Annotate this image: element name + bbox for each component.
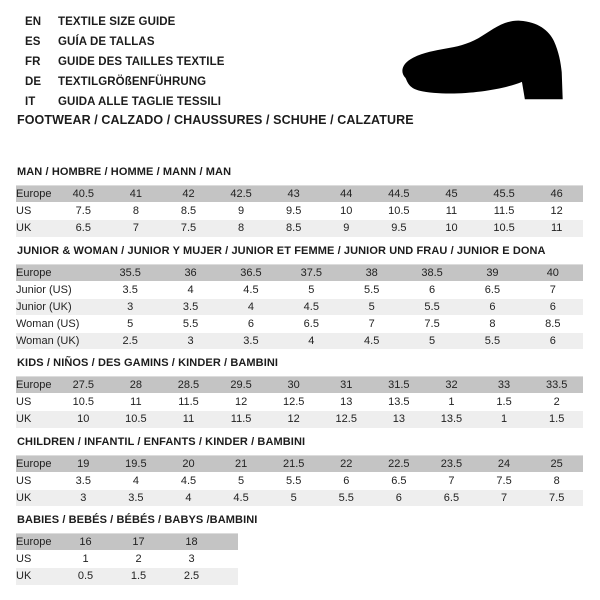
- size-cell: 3.5: [160, 298, 220, 315]
- size-cell: 45: [425, 186, 478, 203]
- size-cell: 7.5: [162, 220, 215, 237]
- size-cell: 36: [160, 264, 220, 281]
- size-cell: 5: [215, 472, 268, 489]
- size-cell: 10: [425, 220, 478, 237]
- size-cell: 5.5: [160, 315, 220, 332]
- size-table: [16, 455, 583, 507]
- size-cell: 4: [110, 472, 163, 489]
- size-cell: 11.5: [162, 394, 215, 411]
- table-row: [16, 220, 583, 237]
- size-cell: 6.5: [281, 315, 341, 332]
- size-cell: 1.5: [478, 394, 531, 411]
- size-cell: 6: [320, 472, 373, 489]
- size-cell: 8: [215, 220, 268, 237]
- size-cell: 7.5: [402, 315, 462, 332]
- size-cell: 28.5: [162, 377, 215, 394]
- table-title: MAN / HOMBRE / HOMME / MANN / MAN: [17, 166, 232, 178]
- table-body: [16, 377, 583, 428]
- size-cell: 11: [162, 411, 215, 428]
- size-cell: 7: [425, 472, 478, 489]
- size-cell: 39: [462, 264, 522, 281]
- size-cell: 13: [373, 411, 426, 428]
- table-row: [16, 315, 583, 332]
- table-body: [16, 186, 583, 237]
- table-row: [16, 281, 583, 298]
- size-cell: 2.5: [165, 568, 218, 585]
- size-cell: 43: [267, 186, 320, 203]
- category-line: FOOTWEAR / CALZADO / CHAUSSURES / SCHUHE / CALZATURE: [17, 113, 414, 127]
- size-cell: 22.5: [373, 455, 426, 472]
- size-cell: 8.5: [267, 220, 320, 237]
- row-label-cell: Europe: [16, 455, 57, 472]
- row-label-cell: Woman (US): [16, 315, 100, 332]
- size-cell: 37.5: [281, 264, 341, 281]
- size-cell: 4.5: [162, 472, 215, 489]
- size-cell: 19: [57, 455, 110, 472]
- size-cell: 30: [267, 377, 320, 394]
- table-row: [16, 534, 238, 551]
- size-cell: 0.5: [59, 568, 112, 585]
- size-cell: 32: [425, 377, 478, 394]
- size-cell: 28: [110, 377, 163, 394]
- size-cell: 6.5: [462, 281, 522, 298]
- size-cell: 2: [112, 551, 165, 568]
- row-label-cell: UK: [16, 220, 57, 237]
- size-cell: 20: [162, 455, 215, 472]
- dress-shoe-icon: [394, 12, 582, 109]
- size-cell: 13: [320, 394, 373, 411]
- size-cell: 6: [221, 315, 281, 332]
- row-label-cell: Junior (US): [16, 281, 100, 298]
- size-cell: 7: [523, 281, 583, 298]
- size-cell: 4: [160, 281, 220, 298]
- language-code: ES: [25, 36, 41, 48]
- size-cell: 2: [530, 394, 583, 411]
- size-cell: 12.5: [267, 394, 320, 411]
- size-cell: 7: [110, 220, 163, 237]
- size-cell: 36.5: [221, 264, 281, 281]
- language-label: GUIDE DES TAILLES TEXTILE: [58, 56, 225, 68]
- size-cell: 5.5: [320, 489, 373, 506]
- size-cell: 31.5: [373, 377, 426, 394]
- size-cell: 1: [425, 394, 478, 411]
- row-label-cell: Europe: [16, 264, 100, 281]
- size-cell: 5: [342, 298, 402, 315]
- size-cell: 8.5: [162, 203, 215, 220]
- size-cell: 6: [523, 332, 583, 349]
- size-cell: 44.5: [373, 186, 426, 203]
- size-table-section: [16, 166, 583, 237]
- size-cell: 42: [162, 186, 215, 203]
- language-row: [25, 32, 225, 52]
- row-label-cell: UK: [16, 411, 57, 428]
- size-cell: 6.5: [373, 472, 426, 489]
- size-cell: 33: [478, 377, 531, 394]
- size-cell: 9: [320, 220, 373, 237]
- size-cell: 5.5: [267, 472, 320, 489]
- size-cell: 5.5: [402, 298, 462, 315]
- size-cell: 27.5: [57, 377, 110, 394]
- size-cell: 46: [530, 186, 583, 203]
- language-code: IT: [25, 96, 36, 108]
- size-cell: 42.5: [215, 186, 268, 203]
- table-row: [16, 264, 583, 281]
- language-row: [25, 12, 225, 32]
- size-cell: 6: [462, 298, 522, 315]
- size-cell: 23.5: [425, 455, 478, 472]
- size-cell: 12.5: [320, 411, 373, 428]
- size-cell: 1.5: [112, 568, 165, 585]
- language-label: TEXTILE SIZE GUIDE: [58, 16, 176, 28]
- pad-cell: [218, 551, 238, 568]
- size-cell: 7.5: [530, 489, 583, 506]
- size-cell: 24: [478, 455, 531, 472]
- size-cell: 10: [57, 411, 110, 428]
- size-cell: 8: [462, 315, 522, 332]
- size-cell: 13.5: [425, 411, 478, 428]
- size-cell: 11: [425, 203, 478, 220]
- size-cell: 5.5: [342, 281, 402, 298]
- table-row: [16, 332, 583, 349]
- table-title: KIDS / NIÑOS / DES GAMINS / KINDER / BAMBINI: [17, 357, 279, 369]
- row-label-cell: Woman (UK): [16, 332, 100, 349]
- size-cell: 12: [530, 203, 583, 220]
- size-cell: 4: [221, 298, 281, 315]
- size-cell: 3.5: [221, 332, 281, 349]
- language-code: DE: [25, 76, 42, 88]
- size-cell: 21: [215, 455, 268, 472]
- size-cell: 7: [478, 489, 531, 506]
- size-cell: 38: [342, 264, 402, 281]
- language-code: FR: [25, 56, 41, 68]
- tables-container: [16, 166, 583, 593]
- language-label: TEXTILGRÖßENFÜHRUNG: [58, 76, 207, 88]
- size-cell: 12: [267, 411, 320, 428]
- table-row: [16, 377, 583, 394]
- size-cell: 1.5: [530, 411, 583, 428]
- table-row: [16, 472, 583, 489]
- table-row: [16, 568, 238, 585]
- size-cell: 9.5: [267, 203, 320, 220]
- language-row: [25, 52, 225, 72]
- size-cell: 31: [320, 377, 373, 394]
- size-cell: 11: [110, 394, 163, 411]
- row-label-cell: US: [16, 551, 59, 568]
- size-cell: 18: [165, 534, 218, 551]
- size-cell: 9.5: [373, 220, 426, 237]
- size-cell: 1: [478, 411, 531, 428]
- table-title: CHILDREN / INFANTIL / ENFANTS / KINDER / BAMBINI: [17, 435, 306, 448]
- row-label-cell: Junior (UK): [16, 298, 100, 315]
- size-cell: 19.5: [110, 455, 163, 472]
- size-cell: 25: [530, 455, 583, 472]
- table-row: [16, 411, 583, 428]
- table-row: [16, 551, 238, 568]
- size-cell: 1: [59, 551, 112, 568]
- size-cell: 3: [57, 489, 110, 506]
- table-body: [16, 534, 238, 585]
- size-table-section: [16, 436, 583, 507]
- size-cell: 35.5: [100, 264, 160, 281]
- size-cell: 11.5: [215, 411, 268, 428]
- row-label-cell: US: [16, 472, 57, 489]
- table-body: [16, 455, 583, 506]
- size-cell: 40.5: [57, 186, 110, 203]
- size-cell: 3: [100, 298, 160, 315]
- size-cell: 3.5: [100, 281, 160, 298]
- size-cell: 10.5: [478, 220, 531, 237]
- size-cell: 10.5: [57, 394, 110, 411]
- size-cell: 4: [281, 332, 341, 349]
- table-row: [16, 455, 583, 472]
- size-table: [16, 264, 583, 350]
- size-cell: 3: [160, 332, 220, 349]
- size-cell: 4.5: [342, 332, 402, 349]
- table-row: [16, 394, 583, 411]
- language-list: [25, 12, 225, 112]
- size-cell: 5.5: [462, 332, 522, 349]
- language-label: GUIDA ALLE TAGLIE TESSILI: [58, 96, 222, 108]
- size-cell: 7.5: [478, 472, 531, 489]
- size-cell: 38.5: [402, 264, 462, 281]
- row-label-cell: Europe: [16, 377, 57, 394]
- size-cell: 10: [320, 203, 373, 220]
- size-cell: 8: [530, 472, 583, 489]
- size-cell: 13.5: [373, 394, 426, 411]
- table-body: [16, 264, 583, 349]
- size-cell: 33.5: [530, 377, 583, 394]
- language-code: EN: [25, 16, 42, 28]
- size-cell: 21.5: [267, 455, 320, 472]
- size-cell: 11: [530, 220, 583, 237]
- size-table: [16, 185, 583, 237]
- size-cell: 9: [215, 203, 268, 220]
- size-cell: 2.5: [100, 332, 160, 349]
- size-cell: 29.5: [215, 377, 268, 394]
- size-cell: 3.5: [110, 489, 163, 506]
- dress-shoe-silhouette: [402, 21, 562, 100]
- size-table: [16, 533, 238, 585]
- size-cell: 4: [162, 489, 215, 506]
- size-cell: 45.5: [478, 186, 531, 203]
- size-cell: 8: [110, 203, 163, 220]
- size-cell: 7.5: [57, 203, 110, 220]
- size-cell: 6: [373, 489, 426, 506]
- size-cell: 5: [267, 489, 320, 506]
- size-table: [16, 376, 583, 428]
- language-row: [25, 72, 225, 92]
- size-table-section: [16, 514, 583, 585]
- language-label: GUÍA DE TALLAS: [58, 36, 155, 48]
- size-cell: 4.5: [221, 281, 281, 298]
- size-cell: 4.5: [215, 489, 268, 506]
- row-label-cell: UK: [16, 568, 59, 585]
- size-cell: 41: [110, 186, 163, 203]
- size-table-section: [16, 245, 583, 350]
- size-cell: 5: [281, 281, 341, 298]
- table-title: BABIES / BEBÉS / BÉBÉS / BABYS /BAMBINI: [17, 514, 258, 526]
- size-cell: 3.5: [57, 472, 110, 489]
- table-row: [16, 186, 583, 203]
- table-row: [16, 203, 583, 220]
- table-row: [16, 489, 583, 506]
- row-label-cell: US: [16, 203, 57, 220]
- size-cell: 16: [59, 534, 112, 551]
- size-cell: 44: [320, 186, 373, 203]
- size-cell: 6: [523, 298, 583, 315]
- size-cell: 10.5: [110, 411, 163, 428]
- row-label-cell: US: [16, 394, 57, 411]
- size-cell: 12: [215, 394, 268, 411]
- pad-cell: [218, 568, 238, 585]
- size-cell: 6.5: [57, 220, 110, 237]
- language-row: [25, 92, 225, 112]
- size-cell: 6.5: [425, 489, 478, 506]
- size-cell: 7: [342, 315, 402, 332]
- table-row: [16, 298, 583, 315]
- size-cell: 8.5: [523, 315, 583, 332]
- size-cell: 3: [165, 551, 218, 568]
- size-cell: 5: [402, 332, 462, 349]
- size-cell: 11.5: [478, 203, 531, 220]
- size-cell: 17: [112, 534, 165, 551]
- row-label-cell: Europe: [16, 186, 57, 203]
- size-cell: 40: [523, 264, 583, 281]
- pad-cell: [218, 534, 238, 551]
- row-label-cell: Europe: [16, 534, 59, 551]
- row-label-cell: UK: [16, 489, 57, 506]
- size-cell: 10.5: [373, 203, 426, 220]
- table-title: JUNIOR & WOMAN / JUNIOR Y MUJER / JUNIOR ET FEMME / JUNIOR UND FRAU / JUNIOR E DONA: [17, 244, 546, 257]
- size-cell: 6: [402, 281, 462, 298]
- size-cell: 5: [100, 315, 160, 332]
- size-table-section: [16, 357, 583, 428]
- size-cell: 4.5: [281, 298, 341, 315]
- size-cell: 22: [320, 455, 373, 472]
